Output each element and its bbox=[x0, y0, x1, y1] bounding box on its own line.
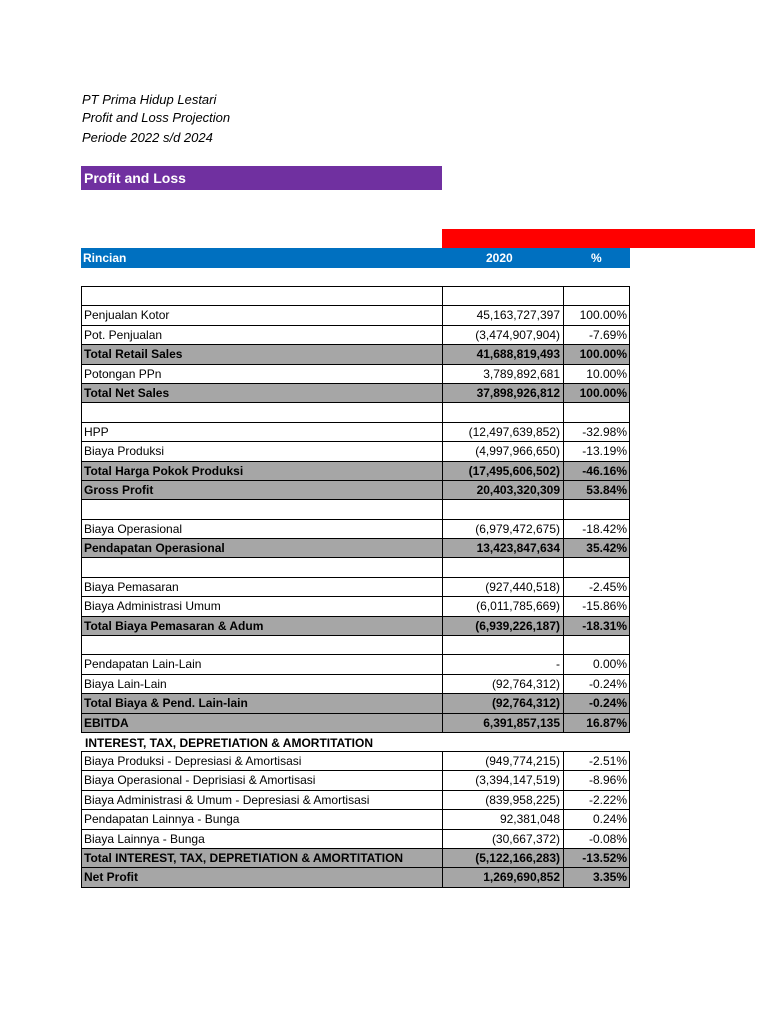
accent-bar bbox=[442, 229, 755, 248]
cell-value[interactable] bbox=[442, 499, 564, 519]
cell-percent[interactable]: 10.00% bbox=[563, 364, 630, 384]
table-row bbox=[81, 830, 630, 849]
cell-value[interactable]: (30,667,372) bbox=[442, 829, 564, 849]
table-row-total bbox=[81, 384, 630, 403]
cell-percent[interactable]: -32.98% bbox=[563, 422, 630, 442]
section2-title: INTEREST, TAX, DEPRETIATION & AMORTITATION bbox=[85, 736, 373, 750]
table-row-total bbox=[81, 462, 630, 481]
table-row bbox=[81, 771, 630, 790]
cell-label[interactable] bbox=[81, 635, 443, 655]
cell-value[interactable]: 37,898,926,812 bbox=[442, 383, 564, 403]
cell-percent[interactable]: -0.24% bbox=[563, 693, 630, 713]
cell-label[interactable]: Pot. Penjualan bbox=[81, 325, 443, 345]
cell-label[interactable]: Potongan PPn bbox=[81, 364, 443, 384]
cell-value[interactable]: (92,764,312) bbox=[442, 693, 564, 713]
cell-label[interactable] bbox=[81, 286, 443, 306]
cell-label[interactable]: Pendapatan Operasional bbox=[81, 538, 443, 558]
cell-label[interactable]: Total Biaya & Pend. Lain-lain bbox=[81, 693, 443, 713]
cell-value[interactable]: (92,764,312) bbox=[442, 674, 564, 694]
table-row bbox=[81, 500, 630, 519]
cell-percent[interactable]: -8.96% bbox=[563, 770, 630, 790]
cell-percent[interactable]: 100.00% bbox=[563, 305, 630, 325]
cell-percent[interactable]: -18.42% bbox=[563, 519, 630, 539]
cell-percent[interactable] bbox=[563, 402, 630, 422]
table-row-total bbox=[81, 481, 630, 500]
cell-percent[interactable] bbox=[563, 286, 630, 306]
cell-percent[interactable] bbox=[563, 557, 630, 577]
cell-value[interactable]: (4,997,966,650) bbox=[442, 441, 564, 461]
cell-value[interactable]: 92,381,048 bbox=[442, 809, 564, 829]
cell-value[interactable]: (6,011,785,669) bbox=[442, 596, 564, 616]
cell-value[interactable]: (839,958,225) bbox=[442, 790, 564, 810]
cell-label[interactable] bbox=[81, 499, 443, 519]
cell-value[interactable]: 3,789,892,681 bbox=[442, 364, 564, 384]
table-row bbox=[81, 403, 630, 422]
cell-value[interactable]: 13,423,847,634 bbox=[442, 538, 564, 558]
table-row-total bbox=[81, 849, 630, 868]
cell-percent[interactable]: 3.35% bbox=[563, 867, 630, 887]
cell-value[interactable]: 6,391,857,135 bbox=[442, 713, 564, 733]
table-row bbox=[81, 287, 630, 306]
cell-value[interactable] bbox=[442, 286, 564, 306]
cell-percent[interactable]: -13.19% bbox=[563, 441, 630, 461]
cell-value[interactable] bbox=[442, 402, 564, 422]
cell-label[interactable]: Biaya Lain-Lain bbox=[81, 674, 443, 694]
itda-table bbox=[81, 752, 630, 888]
column-header bbox=[81, 248, 630, 268]
cell-label[interactable]: Total Harga Pokok Produksi bbox=[81, 461, 443, 481]
cell-value[interactable]: 1,269,690,852 bbox=[442, 867, 564, 887]
cell-label[interactable]: Biaya Pemasaran bbox=[81, 577, 443, 597]
cell-label[interactable]: HPP bbox=[81, 422, 443, 442]
cell-percent[interactable]: -0.08% bbox=[563, 829, 630, 849]
cell-label[interactable]: Total Net Sales bbox=[81, 383, 443, 403]
cell-value[interactable]: 20,403,320,309 bbox=[442, 480, 564, 500]
column-label-year: 2020 bbox=[486, 251, 513, 265]
cell-value[interactable]: (17,495,606,502) bbox=[442, 461, 564, 481]
cell-label[interactable]: Pendapatan Lain-Lain bbox=[81, 654, 443, 674]
cell-value[interactable]: (949,774,215) bbox=[442, 751, 564, 771]
section-banner: Profit and Loss bbox=[81, 166, 442, 190]
cell-label[interactable]: EBITDA bbox=[81, 713, 443, 733]
table-row bbox=[81, 558, 630, 577]
report-title: Profit and Loss Projection bbox=[82, 110, 231, 125]
table-row bbox=[81, 423, 630, 442]
cell-percent[interactable]: -2.22% bbox=[563, 790, 630, 810]
cell-value[interactable]: (3,394,147,519) bbox=[442, 770, 564, 790]
cell-label[interactable]: Net Profit bbox=[81, 867, 443, 887]
table-row-total bbox=[81, 694, 630, 713]
cell-value[interactable]: (5,122,166,283) bbox=[442, 848, 564, 868]
cell-label[interactable]: Penjualan Kotor bbox=[81, 305, 443, 325]
cell-label[interactable]: Gross Profit bbox=[81, 480, 443, 500]
cell-value[interactable] bbox=[442, 635, 564, 655]
cell-percent[interactable]: 0.24% bbox=[563, 809, 630, 829]
cell-value[interactable]: (927,440,518) bbox=[442, 577, 564, 597]
table-row bbox=[81, 578, 630, 597]
cell-label[interactable]: Biaya Administrasi & Umum - Depresiasi & Amortisasi bbox=[81, 790, 443, 810]
cell-percent[interactable]: -15.86% bbox=[563, 596, 630, 616]
cell-label[interactable]: Total INTEREST, TAX, DEPRETIATION & AMORTITATION bbox=[81, 848, 443, 868]
cell-percent[interactable]: -46.16% bbox=[563, 461, 630, 481]
table-row-total bbox=[81, 345, 630, 364]
table-row bbox=[81, 752, 630, 771]
table-row bbox=[81, 442, 630, 461]
table-row bbox=[81, 597, 630, 616]
cell-label[interactable] bbox=[81, 402, 443, 422]
cell-label[interactable]: Biaya Administrasi Umum bbox=[81, 596, 443, 616]
cell-value[interactable]: (12,497,639,852) bbox=[442, 422, 564, 442]
cell-value[interactable]: 41,688,819,493 bbox=[442, 344, 564, 364]
cell-percent[interactable]: -2.51% bbox=[563, 751, 630, 771]
cell-value[interactable]: (3,474,907,904) bbox=[442, 325, 564, 345]
cell-percent[interactable] bbox=[563, 635, 630, 655]
cell-label[interactable] bbox=[81, 557, 443, 577]
cell-value[interactable]: (6,979,472,675) bbox=[442, 519, 564, 539]
table-row-total bbox=[81, 714, 630, 733]
table-row-total bbox=[81, 868, 630, 887]
cell-percent[interactable]: 53.84% bbox=[563, 480, 630, 500]
table-row bbox=[81, 326, 630, 345]
cell-label[interactable]: Total Biaya Pemasaran & Adum bbox=[81, 616, 443, 636]
report-period: Periode 2022 s/d 2024 bbox=[82, 130, 213, 145]
column-label-pct: % bbox=[591, 251, 602, 265]
table-row-total bbox=[81, 617, 630, 636]
table-row bbox=[81, 655, 630, 674]
cell-value[interactable]: 45,163,727,397 bbox=[442, 305, 564, 325]
cell-percent[interactable]: -0.24% bbox=[563, 674, 630, 694]
cell-label[interactable]: Total Retail Sales bbox=[81, 344, 443, 364]
table-row bbox=[81, 636, 630, 655]
cell-label[interactable]: Biaya Operasional bbox=[81, 519, 443, 539]
cell-percent[interactable] bbox=[563, 499, 630, 519]
table-row-total bbox=[81, 539, 630, 558]
cell-label[interactable]: Biaya Lainnya - Bunga bbox=[81, 829, 443, 849]
cell-percent[interactable]: 35.42% bbox=[563, 538, 630, 558]
cell-percent[interactable]: -7.69% bbox=[563, 325, 630, 345]
pl-table bbox=[81, 287, 630, 733]
cell-value[interactable]: - bbox=[442, 654, 564, 674]
company-name: PT Prima Hidup Lestari bbox=[82, 92, 217, 107]
cell-label[interactable]: Pendapatan Lainnya - Bunga bbox=[81, 809, 443, 829]
column-label-rincian: Rincian bbox=[83, 251, 127, 265]
cell-label[interactable]: Biaya Produksi bbox=[81, 441, 443, 461]
table-row bbox=[81, 810, 630, 829]
cell-percent[interactable]: 100.00% bbox=[563, 383, 630, 403]
table-row bbox=[81, 365, 630, 384]
cell-percent[interactable]: -2.45% bbox=[563, 577, 630, 597]
table-row bbox=[81, 306, 630, 325]
table-row bbox=[81, 675, 630, 694]
cell-percent[interactable]: 100.00% bbox=[563, 344, 630, 364]
cell-value[interactable]: (6,939,226,187) bbox=[442, 616, 564, 636]
cell-label[interactable]: Biaya Operasional - Deprisiasi & Amortisasi bbox=[81, 770, 443, 790]
cell-percent[interactable]: -13.52% bbox=[563, 848, 630, 868]
table-row bbox=[81, 520, 630, 539]
cell-label[interactable]: Biaya Produksi - Depresiasi & Amortisasi bbox=[81, 751, 443, 771]
table-row bbox=[81, 791, 630, 810]
cell-value[interactable] bbox=[442, 557, 564, 577]
cell-percent[interactable]: -18.31% bbox=[563, 616, 630, 636]
cell-percent[interactable]: 0.00% bbox=[563, 654, 630, 674]
cell-percent[interactable]: 16.87% bbox=[563, 713, 630, 733]
